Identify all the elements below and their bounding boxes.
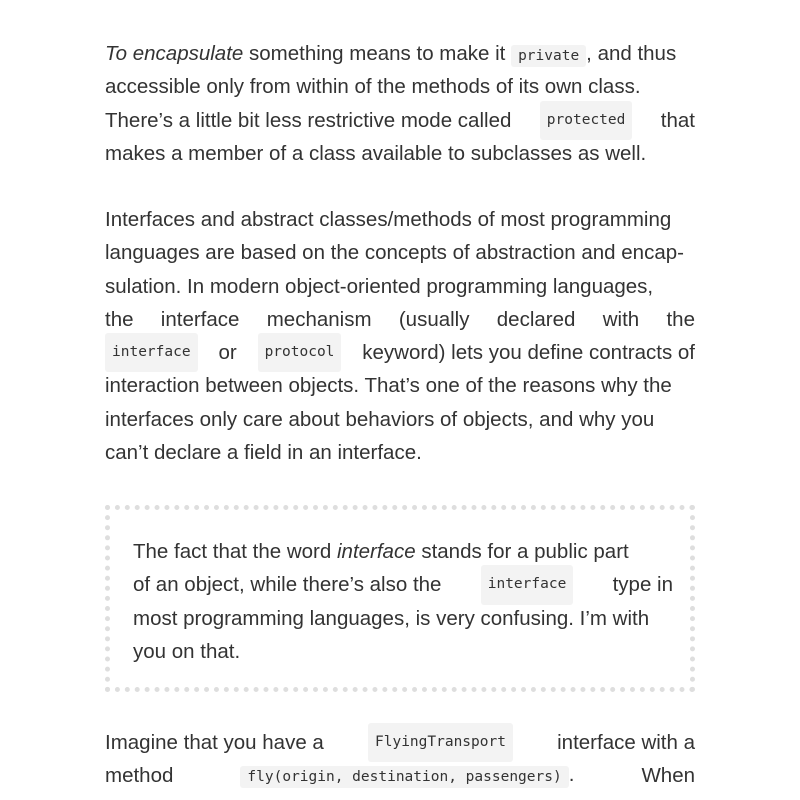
text-line xyxy=(105,336,695,369)
body-text: Imagine that you have a xyxy=(105,731,324,754)
paragraph-encapsulation xyxy=(105,37,695,170)
text-line xyxy=(105,37,695,70)
body-text: most programming languages, is very confusing. I’m with xyxy=(133,606,650,630)
callout-box xyxy=(105,505,695,692)
body-text: of an object, while there’s also the xyxy=(133,573,442,597)
body-text: There’s a little bit less restrictive mode called xyxy=(105,108,512,132)
body-text: sulation. In modern object-oriented programming languages, xyxy=(105,274,654,298)
text-line xyxy=(133,535,673,568)
paragraph-flying-transport xyxy=(105,726,695,793)
body-text: or xyxy=(218,341,237,365)
body-text: languages are based on the concepts of abstraction and encap- xyxy=(105,241,684,265)
inline-code-protected: protected xyxy=(540,101,633,140)
body-text: interface with a xyxy=(557,731,695,754)
text-line xyxy=(105,369,695,402)
text-line xyxy=(105,236,695,269)
text-line xyxy=(105,70,695,103)
inline-code-private: private xyxy=(511,45,586,67)
inline-code-flyingtransport: FlyingTransport xyxy=(368,723,513,762)
text-line xyxy=(105,270,695,303)
inline-code-interface: interface xyxy=(105,333,198,372)
body-text: interfaces only care about behaviors of objects, and why you xyxy=(105,407,655,431)
paragraph-interfaces xyxy=(105,203,695,469)
word: with xyxy=(602,307,640,331)
body-text: type in xyxy=(612,573,673,597)
text-line xyxy=(133,635,673,668)
body-text: keyword) lets you define contracts of xyxy=(362,341,695,365)
word: the xyxy=(666,307,695,331)
text-line xyxy=(105,203,695,236)
word: interface xyxy=(160,307,240,331)
emphasis-text: interface xyxy=(336,540,416,563)
body-text: The fact that the word xyxy=(133,540,337,563)
text-line xyxy=(105,104,695,137)
word: the xyxy=(105,307,134,331)
body-text: something means to make it xyxy=(243,42,512,65)
body-text: can’t declare a field in an interface. xyxy=(105,441,422,465)
inline-code-protocol: protocol xyxy=(258,333,342,372)
word: mechanism xyxy=(266,307,372,331)
text-line xyxy=(105,303,695,336)
body-text: stands for a public part xyxy=(415,540,629,563)
body-text: method xyxy=(105,764,174,788)
text-line xyxy=(105,403,695,436)
text-line xyxy=(105,137,695,170)
inline-code-fly-method: fly(origin, destination, passengers) xyxy=(240,766,568,788)
body-text: you on that. xyxy=(133,639,241,663)
body-text: that xyxy=(660,108,695,132)
word: (usually xyxy=(398,307,470,331)
body-text: When xyxy=(641,764,695,788)
callout-text xyxy=(133,535,673,668)
text-line xyxy=(105,726,695,759)
body-text: interaction between objects. That’s one of the reasons why the xyxy=(105,374,672,398)
body-text: makes a member of a class available to subclasses as well. xyxy=(105,141,647,165)
emphasis-text: To encapsulate xyxy=(105,42,244,65)
text-line xyxy=(133,568,673,601)
text-line xyxy=(105,759,695,792)
inline-code-interface: interface xyxy=(481,565,574,604)
word: declared xyxy=(496,307,576,331)
body-text: , and thus xyxy=(586,42,677,65)
body-text: accessible only from within of the methods of its own class. xyxy=(105,75,641,99)
body-text: Interfaces and abstract classes/methods of most programming xyxy=(105,208,672,231)
text-line xyxy=(105,436,695,469)
text-line xyxy=(133,602,673,635)
body-text: . xyxy=(568,762,575,786)
